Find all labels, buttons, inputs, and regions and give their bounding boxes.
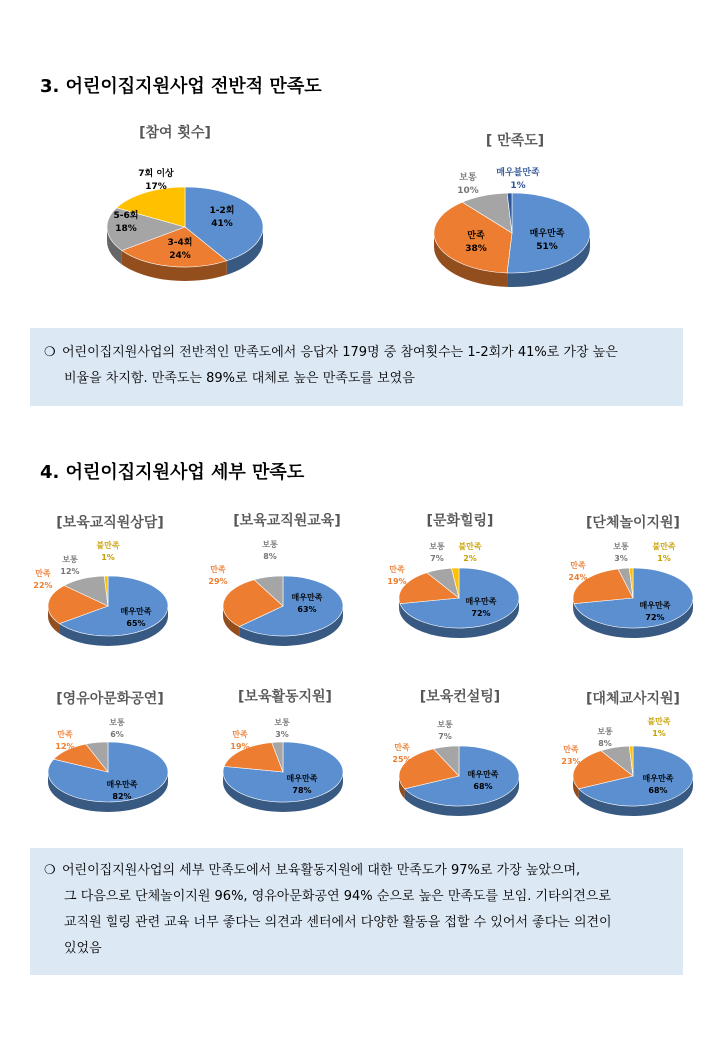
section4-summary-line-3: 교직원 힐링 관련 교육 너무 좋다는 의견과 센터에서 다양한 활동을 접할 수 있어서 좋다는 의견이 — [64, 915, 612, 930]
pie-label-value-2: 10% — [457, 186, 479, 196]
pie-label-value-1: 24% — [568, 573, 588, 582]
pie-label-value-0: 65% — [126, 619, 146, 628]
section3-summary-box — [30, 328, 683, 406]
pie-label-value-3: 1% — [657, 554, 671, 563]
pie-label-name-1: 만족 — [210, 565, 226, 574]
pie-label-name-2: 보통 — [613, 542, 629, 551]
pie-label-value-1: 22% — [33, 581, 53, 590]
pie-label-name-0: 매우만족 — [120, 607, 152, 616]
section4-charts-row1 — [0, 530, 720, 650]
pie-label-value-2: 18% — [115, 224, 137, 234]
pie-label-name-1: 3-4회 — [167, 238, 193, 248]
pie-label-value-1: 24% — [169, 251, 191, 261]
pie-participation — [107, 167, 263, 281]
pie-label-name-3: 불만족 — [458, 542, 482, 551]
pie-label-value-1: 19% — [230, 742, 250, 751]
chart-title-education: [보육교직원교육] — [233, 513, 341, 529]
bullet-icon: ❍ — [44, 345, 56, 360]
pie-label-name-0: 매우만족 — [642, 774, 674, 783]
pie-consulting — [392, 720, 519, 816]
section4-charts-row2 — [0, 706, 720, 826]
section3-charts — [0, 150, 720, 300]
pie-label-value-1: 38% — [465, 244, 487, 254]
pie-group-play — [568, 541, 693, 638]
pie-label-value-2: 6% — [110, 730, 124, 739]
pie-label-value-0: 41% — [211, 219, 233, 229]
pie-label-name-2: 보통 — [437, 720, 453, 729]
pie-label-name-2: 보통 — [429, 542, 445, 551]
section4-summary-line-2: 그 다음으로 단체놀이지원 96%, 영유아문화공연 94% 순으로 높은 만족도를 보임. 기타의견으로 — [64, 889, 611, 904]
pie-label-value-1: 23% — [561, 757, 581, 766]
pie-label-value-2: 8% — [598, 739, 612, 748]
pie-label-value-2: 7% — [438, 732, 452, 741]
pie-label-name-2: 보통 — [597, 727, 613, 736]
pie-label-value-0: 63% — [297, 605, 317, 614]
chart-title-participation: [참여 횟수] — [139, 125, 211, 141]
pie-label-value-0: 68% — [473, 782, 493, 791]
pie-label-value-1: 12% — [55, 742, 75, 751]
pie-label-name-2: 보통 — [274, 718, 290, 727]
pie-label-name-0: 매우만족 — [286, 774, 318, 783]
pie-label-name-0: 1-2회 — [209, 206, 235, 216]
pie-label-name-2: 5-6회 — [113, 211, 139, 221]
pie-label-value-3: 1% — [652, 729, 666, 738]
chart-title-activity: [보육활동지원] — [238, 689, 332, 705]
pie-label-name-0: 매우만족 — [291, 593, 323, 602]
pie-label-name-1: 만족 — [394, 743, 410, 752]
pie-label-name-1: 만족 — [563, 745, 579, 754]
pie-label-name-0: 매우만족 — [106, 780, 138, 789]
pie-performance — [48, 718, 168, 812]
pie-label-value-3: 1% — [101, 553, 115, 562]
pie-label-value-2: 7% — [430, 554, 444, 563]
pie-label-name-0: 매우만족 — [639, 601, 671, 610]
chart-title-satisfaction: [ 만족도] — [485, 133, 545, 149]
pie-label-value-3: 17% — [145, 182, 167, 192]
pie-label-value-0: 68% — [648, 786, 668, 795]
section3-summary-line-2: 비율을 차지함. 만족도는 89%로 대체로 높은 만족도를 보였음 — [64, 371, 415, 386]
pie-label-name-2: 보통 — [109, 718, 125, 727]
pie-label-value-0: 72% — [645, 613, 665, 622]
pie-label-value-1: 25% — [392, 755, 412, 764]
section4-summary-line-4: 있었음 — [64, 941, 102, 956]
chart-title-substitute: [대체교사지원] — [586, 691, 680, 707]
pie-label-name-1: 만족 — [35, 569, 51, 578]
pie-label-name-1: 만족 — [232, 730, 248, 739]
pie-label-name-3: 매우불만족 — [496, 168, 540, 178]
pie-label-name-2: 보통 — [459, 173, 477, 183]
pie-label-value-2: 8% — [263, 552, 277, 561]
pie-label-value-2: 3% — [275, 730, 289, 739]
pie-label-value-1: 19% — [387, 577, 407, 586]
chart-title-consulting: [보육컨설팅] — [419, 689, 501, 705]
pie-counsel — [33, 540, 168, 646]
chart-title-performance: [영유아문화공연] — [56, 691, 164, 707]
pie-label-name-3: 불만족 — [96, 541, 120, 550]
pie-label-value-0: 78% — [292, 786, 312, 795]
pie-label-value-3: 2% — [463, 554, 477, 563]
pie-substitute — [561, 716, 693, 816]
pie-label-name-2: 보통 — [262, 540, 278, 549]
pie-label-value-1: 29% — [208, 577, 228, 586]
section3-title: 3. 어린이집지원사업 전반적 만족도 — [40, 76, 322, 97]
pie-label-name-1: 만족 — [467, 231, 485, 241]
pie-label-name-1: 만족 — [389, 565, 405, 574]
pie-education — [208, 540, 343, 646]
section4-title: 4. 어린이집지원사업 세부 만족도 — [40, 462, 305, 483]
bullet-icon: ❍ — [44, 863, 56, 878]
pie-label-name-2: 보통 — [62, 555, 78, 564]
pie-label-name-1: 만족 — [570, 561, 586, 570]
pie-label-name-3: 불만족 — [647, 717, 671, 726]
pie-label-value-0: 72% — [471, 609, 491, 618]
chart-title-healing: [문화힐링] — [426, 513, 494, 529]
pie-label-value-0: 51% — [536, 242, 558, 252]
pie-healing — [387, 541, 519, 638]
pie-label-name-3: 불만족 — [652, 542, 676, 551]
pie-label-name-1: 만족 — [57, 730, 73, 739]
pie-label-name-0: 매우만족 — [529, 229, 565, 239]
pie-label-name-3: 7회 이상 — [138, 169, 174, 179]
pie-satisfaction — [434, 166, 590, 287]
chart-title-counsel: [보육교직원상담] — [56, 515, 164, 531]
pie-label-value-3: 1% — [510, 181, 526, 191]
pie-label-value-2: 12% — [60, 567, 80, 576]
pie-label-value-2: 3% — [614, 554, 628, 563]
pie-label-name-0: 매우만족 — [465, 597, 497, 606]
section3-summary-line-1: ❍ 어린이집지원사업의 전반적인 만족도에서 응답자 179명 중 참여횟수는 1-2회가 41%로 가장 높은 — [44, 340, 673, 366]
pie-activity — [223, 718, 343, 812]
section4-summary-line-1: ❍ 어린이집지원사업의 세부 만족도에서 보육활동지원에 대한 만족도가 97%로 가장 높았으며, — [44, 858, 673, 884]
section4-summary-box — [30, 848, 683, 975]
chart-title-group-play: [단체놀이지원] — [586, 515, 680, 531]
pie-label-value-0: 82% — [112, 792, 132, 801]
pie-label-name-0: 매우만족 — [467, 770, 499, 779]
